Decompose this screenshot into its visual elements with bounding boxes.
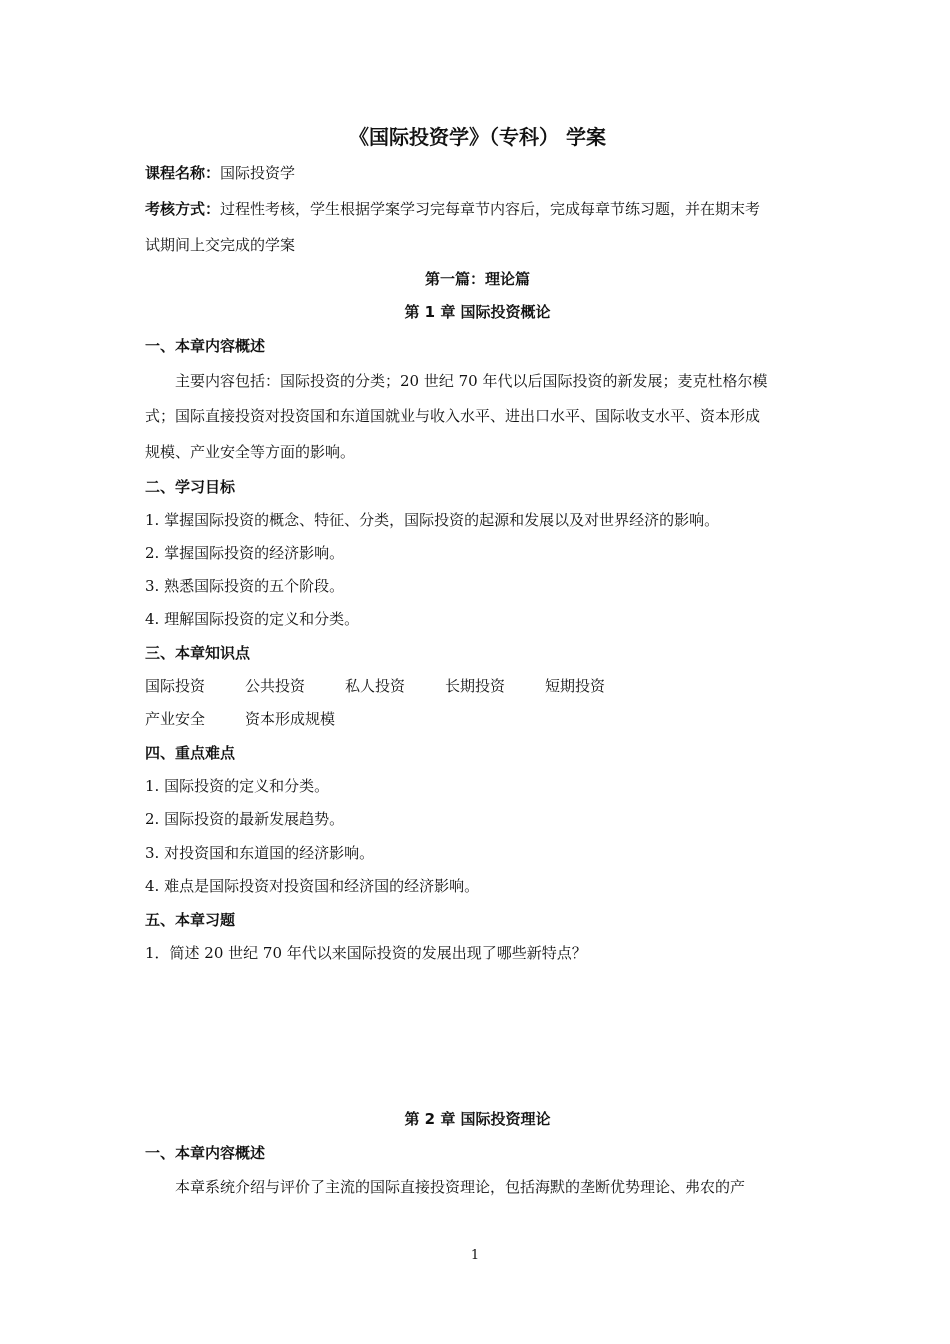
part-title: 第一篇：理论篇 (424, 270, 530, 288)
chapter-2-title: 第 2 章 国际投资理论 (404, 1110, 551, 1128)
ch1-exercise-heading: 五、本章习题 (145, 911, 236, 929)
knowledge-point: 长期投资 (445, 677, 506, 695)
ch1-overview-line-2: 式；国际直接投资对投资国和东道国就业与收入水平、进出口水平、国际收支水平、资本形成 (145, 407, 761, 425)
ch1-goal-item: 3. 熟悉国际投资的五个阶段。 (145, 577, 345, 595)
ch1-overview-heading: 一、本章内容概述 (145, 337, 266, 355)
ch1-knowledge-row-2 (145, 709, 810, 729)
assessment-label: 考核方式 (145, 200, 206, 218)
course-name-value: 国际投资学 (220, 164, 296, 182)
ch1-goals-heading: 二、学习目标 (145, 478, 236, 496)
ch1-overview-line-3: 规模、产业安全等方面的影响。 (145, 443, 356, 461)
knowledge-point: 私人投资 (345, 677, 406, 695)
ch1-goal-item: 2. 掌握国际投资的经济影响。 (145, 544, 345, 562)
ch1-difficulty-item: 3. 对投资国和东道国的经济影响。 (145, 844, 375, 862)
assessment-text-line-1: 过程性考核，学生根据学案学习完每章节内容后，完成每章节练习题，并在期末考 (220, 200, 761, 218)
ch1-overview-line-1: 主要内容包括：国际投资的分类；20 世纪 70 年代以后国际投资的新发展；麦克杜格尔模 (175, 372, 768, 390)
knowledge-point: 国际投资 (145, 677, 206, 695)
ch1-difficulty-item: 2. 国际投资的最新发展趋势。 (145, 810, 345, 828)
ch1-goal-item: 4. 理解国际投资的定义和分类。 (145, 610, 360, 628)
assessment-row (145, 199, 810, 219)
ch1-difficulty-heading: 四、重点难点 (145, 744, 236, 762)
course-name-label: 课程名称 (145, 164, 206, 182)
ch1-difficulty-item: 4. 难点是国际投资对投资国和经济国的经济影响。 (145, 877, 480, 895)
assessment-text-line-2: 试期间上交完成的学案 (145, 236, 296, 254)
document-title: 《国际投资学》（专科） 学案 (349, 125, 606, 149)
chapter-1-title: 第 1 章 国际投资概论 (404, 303, 551, 321)
label-colon: ： (205, 200, 221, 218)
knowledge-point: 资本形成规模 (245, 710, 336, 728)
ch1-knowledge-row-1 (145, 676, 810, 696)
knowledge-point: 产业安全 (145, 710, 206, 728)
ch1-exercise-1: 1．简述 20 世纪 70 年代以来国际投资的发展出现了哪些新特点？ (145, 944, 587, 962)
course-name-row (145, 163, 810, 183)
ch1-difficulty-item: 1. 国际投资的定义和分类。 (145, 777, 330, 795)
ch1-knowledge-heading: 三、本章知识点 (145, 644, 251, 662)
knowledge-point: 短期投资 (545, 677, 606, 695)
page-number: 1 (470, 1248, 480, 1263)
ch1-goal-item: 1. 掌握国际投资的概念、特征、分类，国际投资的起源和发展以及对世界经济的影响。 (145, 511, 720, 529)
ch2-overview-heading: 一、本章内容概述 (145, 1144, 266, 1162)
knowledge-point: 公共投资 (245, 677, 306, 695)
ch2-overview-line-1: 本章系统介绍与评价了主流的国际直接投资理论，包括海默的垄断优势理论、弗农的产 (175, 1178, 746, 1196)
label-colon: ： (205, 164, 221, 182)
